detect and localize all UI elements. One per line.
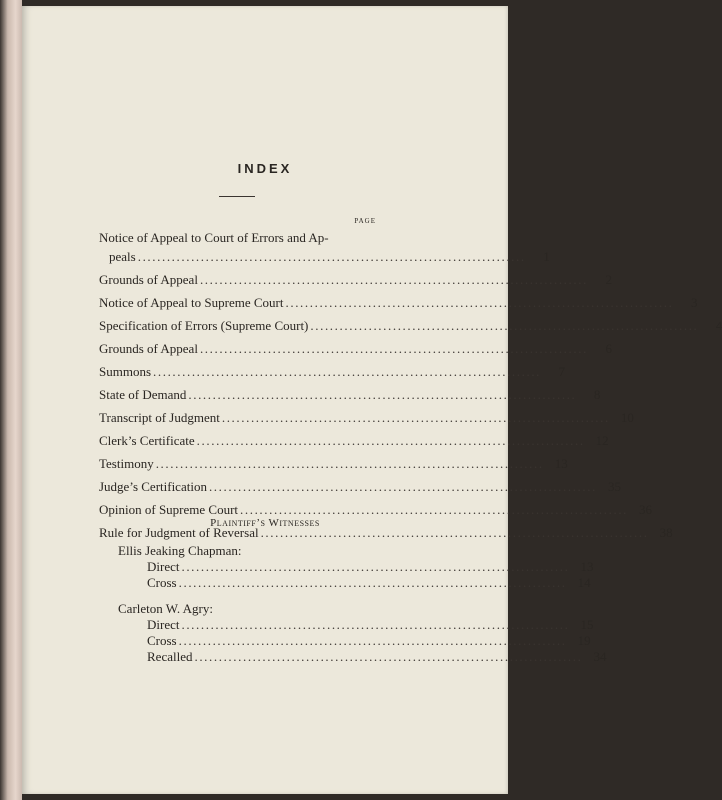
index-entry-text: Grounds of Appeal [99,272,198,287]
index-entry [99,316,722,335]
index-entry-text: Grounds of Appeal [99,341,198,356]
index-entry-text: Opinion of Supreme Court [99,502,239,517]
index-entry-text: Judge’s Certification [99,479,207,494]
leader-dots: ................................................................................ [199,272,588,287]
index-entry [99,293,698,312]
witness-entry [118,575,591,591]
index-entry-page: 6 [605,341,612,356]
witness-entry-label: Cross [147,633,177,648]
title-rule [219,196,255,197]
index-entry [99,477,621,496]
index-entry [99,362,566,381]
leader-dots: ................................................................................ [208,479,597,494]
witness-entry [118,633,591,649]
leader-dots: ................................................................................ [260,525,649,540]
index-entry-page: 8 [593,387,601,402]
leader-dots: ................................................................................ [155,456,544,471]
page-column-header: PAGE [354,217,376,225]
leader-dots: ................................................................................ [181,617,570,632]
witnesses-heading: Plaintiff’s Witnesses [210,517,320,529]
index-entry-text-line1: Notice of Appeal to Court of Errors and Ap- [99,230,329,245]
page-title: INDEX [237,161,293,176]
index-entry-page: 10 [620,410,634,425]
index-entry [99,408,634,427]
index-entry [99,270,612,289]
index-entry-text: Transcript of Judgment [99,410,220,425]
witness-entry-label: Direct [147,559,180,574]
witness-entry-page: 13 [580,559,594,574]
leader-dots: ................................................................................ [199,341,588,356]
index-entry [99,228,550,266]
witness-entry [118,649,607,665]
index-entry-text: Clerk’s Certificate [99,433,195,448]
index-entry-text: Specification of Errors (Supreme Court) [99,318,309,333]
witness-entry-page: 15 [580,617,594,632]
index-entry-page: 38 [659,525,673,540]
index-entry-page: 3 [691,295,698,310]
leader-dots: ................................................................................ [153,364,542,379]
index-entry-page: 1 [543,249,550,264]
index-entry [99,339,612,358]
index-entry-page: 2 [605,272,612,287]
index-entry-text: Summons [99,364,152,379]
index-entry-text: Notice of Appeal to Supreme Court [99,295,284,310]
leader-dots: ................................................................................ [285,295,674,310]
index-entry-page: 12 [595,433,609,448]
index-entry [99,385,601,404]
index-entry [99,454,568,473]
index-entry-page: 35 [607,479,621,494]
witness-entry-page: 34 [593,649,607,664]
leader-dots: ................................................................................ [240,502,629,517]
index-entry-page: 36 [639,502,653,517]
index-entry-page: 4 [715,318,722,333]
witness-entry [118,559,594,575]
index-entry [99,431,609,450]
leader-dots: ................................................................................ [194,649,583,664]
witness-entry-page: 14 [577,575,591,590]
index-entry-text: State of Demand [99,387,187,402]
book-spine-edge [0,0,22,800]
leader-dots: ................................................................................ [221,410,610,425]
witness-entry-label: Direct [147,617,180,632]
leader-dots: ................................................................................ [181,559,570,574]
witness-entry [118,617,594,633]
leader-dots: ................................................................................ [178,633,567,648]
witness-entry-page: 19 [577,633,591,648]
witness-entry-label: Recalled [147,649,193,664]
index-entry-page: 13 [554,456,568,471]
index-entries [99,228,722,546]
leader-dots: ................................................................................ [188,387,577,402]
witness-name: Ellis Jeaking Chapman: [118,543,242,558]
index-entry-page: 7 [558,364,566,379]
index-entry-text: Testimony [99,456,154,471]
witness-name: Carleton W. Agry: [118,601,213,616]
witness-list [118,542,607,665]
leader-dots: ................................................................................ [178,575,567,590]
leader-dots: ................................................................................ [196,433,585,448]
book-page [22,6,722,794]
leader-dots: ................................................................................ [137,249,526,264]
leader-dots: ................................................................................ [310,318,699,333]
index-entry-text-line2: peals [109,249,136,264]
index-entry-text: Rule for Judgment of Reversal [99,525,259,540]
witness-entry-label: Cross [147,575,177,590]
